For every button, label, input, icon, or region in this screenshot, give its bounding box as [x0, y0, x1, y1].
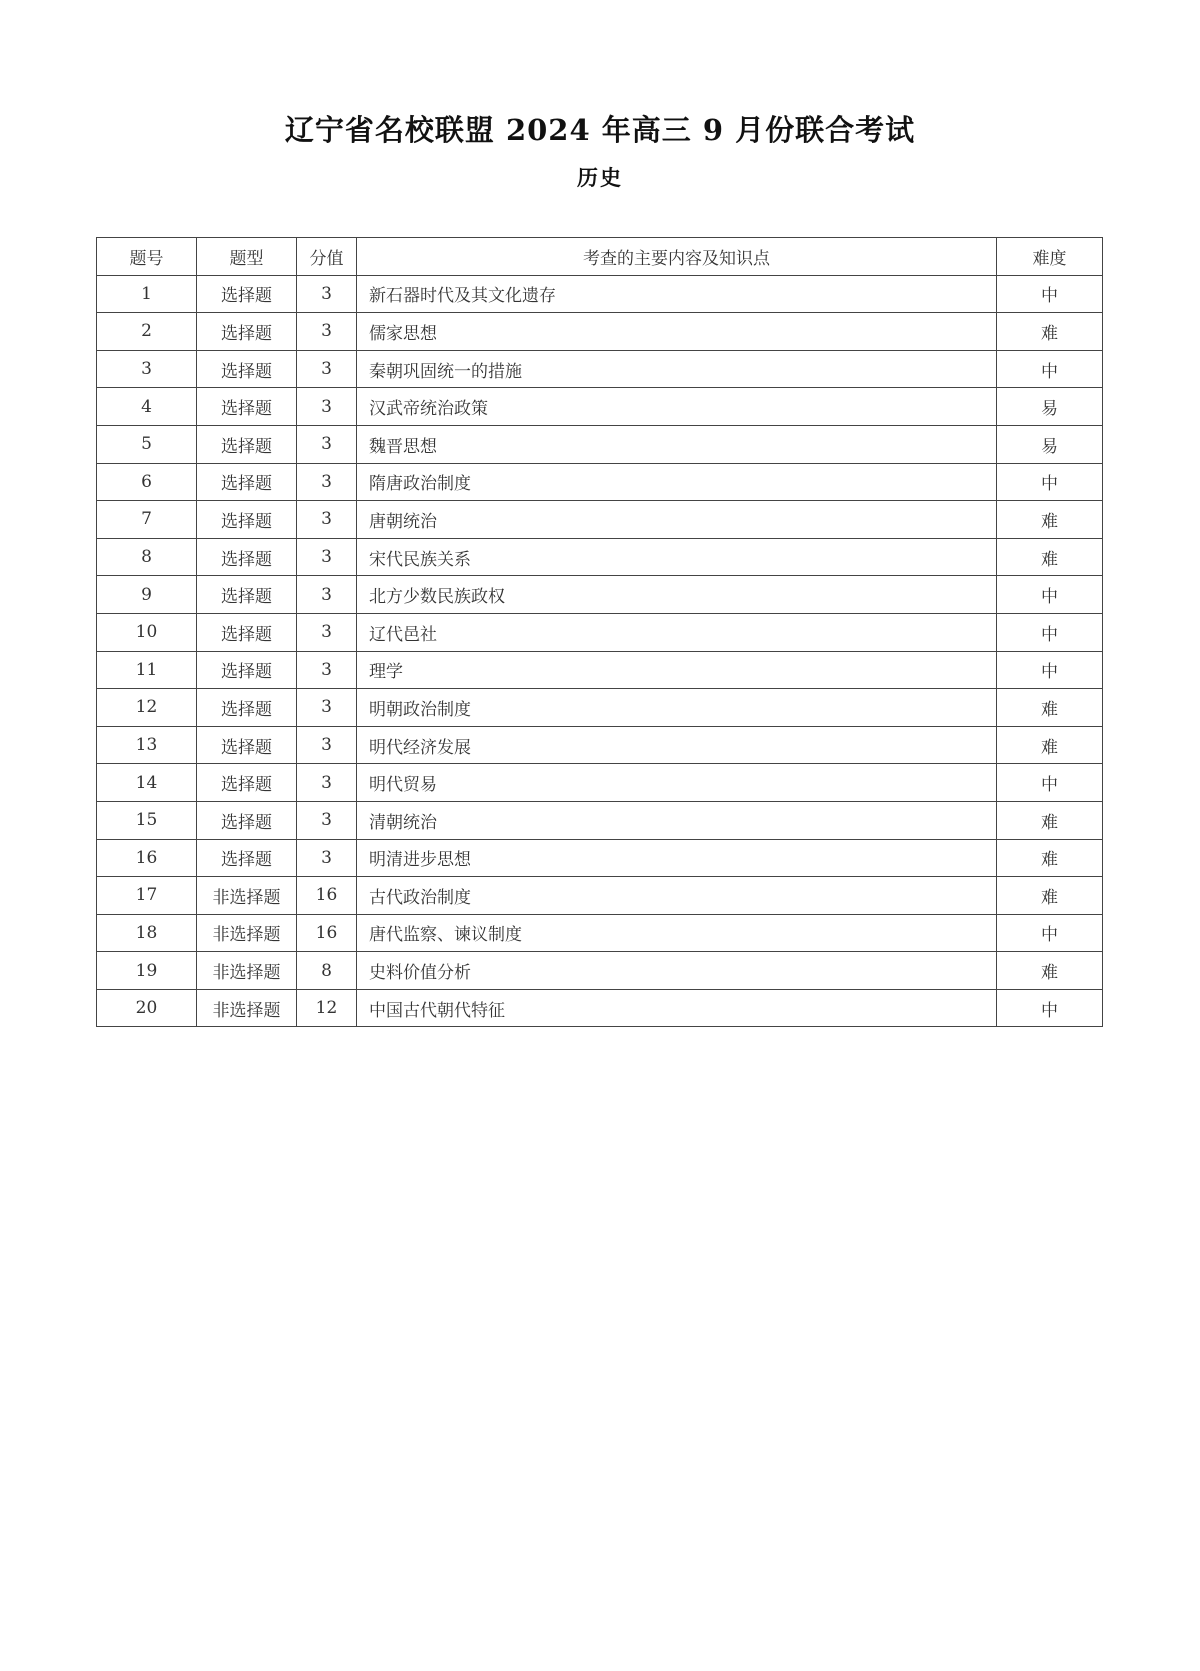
cell-type: 选择题	[197, 689, 297, 727]
cell-number: 20	[97, 989, 197, 1027]
cell-type: 选择题	[197, 313, 297, 351]
cell-number: 10	[97, 613, 197, 651]
cell-content: 明清进步思想	[357, 839, 997, 877]
cell-difficulty: 中	[997, 764, 1103, 802]
cell-type: 选择题	[197, 388, 297, 426]
cell-number: 18	[97, 914, 197, 952]
table-row	[97, 576, 1103, 614]
subject-title: 历史	[577, 166, 623, 190]
cell-number: 1	[97, 275, 197, 313]
cell-number: 19	[97, 952, 197, 990]
cell-score: 3	[297, 501, 357, 539]
cell-score: 16	[297, 877, 357, 915]
cell-difficulty: 难	[997, 313, 1103, 351]
table-row	[97, 425, 1103, 463]
page-title: 辽宁省名校联盟 2024 年高三 9 月份联合考试	[284, 113, 916, 147]
table-row	[97, 689, 1103, 727]
cell-content: 宋代民族关系	[357, 538, 997, 576]
cell-type: 选择题	[197, 801, 297, 839]
cell-number: 5	[97, 425, 197, 463]
cell-score: 3	[297, 538, 357, 576]
cell-number: 17	[97, 877, 197, 915]
cell-content: 唐代监察、谏议制度	[357, 914, 997, 952]
cell-difficulty: 易	[997, 388, 1103, 426]
cell-content: 明代经济发展	[357, 726, 997, 764]
cell-type: 非选择题	[197, 914, 297, 952]
table-row	[97, 801, 1103, 839]
table-row	[97, 989, 1103, 1027]
cell-difficulty: 难	[997, 952, 1103, 990]
table-row	[97, 313, 1103, 351]
cell-type: 选择题	[197, 764, 297, 802]
cell-score: 3	[297, 764, 357, 802]
cell-type: 选择题	[197, 350, 297, 388]
table-row	[97, 952, 1103, 990]
cell-number: 14	[97, 764, 197, 802]
cell-difficulty: 难	[997, 726, 1103, 764]
cell-difficulty: 难	[997, 538, 1103, 576]
cell-score: 8	[297, 952, 357, 990]
cell-type: 非选择题	[197, 952, 297, 990]
table-row	[97, 350, 1103, 388]
cell-content: 隋唐政治制度	[357, 463, 997, 501]
cell-score: 3	[297, 313, 357, 351]
cell-difficulty: 中	[997, 989, 1103, 1027]
cell-difficulty: 难	[997, 501, 1103, 539]
column-header-score: 分值	[297, 238, 357, 276]
cell-number: 11	[97, 651, 197, 689]
cell-score: 12	[297, 989, 357, 1027]
cell-number: 13	[97, 726, 197, 764]
cell-type: 非选择题	[197, 989, 297, 1027]
exam-spec-table	[96, 237, 1103, 1027]
cell-number: 15	[97, 801, 197, 839]
table-row	[97, 275, 1103, 313]
cell-difficulty: 难	[997, 689, 1103, 727]
cell-difficulty: 易	[997, 425, 1103, 463]
cell-score: 3	[297, 651, 357, 689]
cell-difficulty: 中	[997, 576, 1103, 614]
table-row	[97, 538, 1103, 576]
cell-content: 中国古代朝代特征	[357, 989, 997, 1027]
cell-type: 选择题	[197, 613, 297, 651]
column-header-content: 考查的主要内容及知识点	[357, 238, 997, 276]
cell-type: 选择题	[197, 275, 297, 313]
table-row	[97, 651, 1103, 689]
table-row	[97, 726, 1103, 764]
cell-difficulty: 中	[997, 914, 1103, 952]
cell-number: 7	[97, 501, 197, 539]
cell-content: 儒家思想	[357, 313, 997, 351]
cell-content: 唐朝统治	[357, 501, 997, 539]
table-header-row	[97, 238, 1103, 276]
cell-difficulty: 中	[997, 350, 1103, 388]
cell-type: 选择题	[197, 576, 297, 614]
cell-type: 选择题	[197, 463, 297, 501]
cell-content: 秦朝巩固统一的措施	[357, 350, 997, 388]
cell-score: 3	[297, 463, 357, 501]
cell-content: 辽代邑社	[357, 613, 997, 651]
cell-content: 史料价值分析	[357, 952, 997, 990]
cell-difficulty: 中	[997, 651, 1103, 689]
cell-difficulty: 难	[997, 801, 1103, 839]
cell-score: 3	[297, 350, 357, 388]
cell-number: 4	[97, 388, 197, 426]
cell-type: 选择题	[197, 726, 297, 764]
column-header-difficulty: 难度	[997, 238, 1103, 276]
cell-score: 3	[297, 425, 357, 463]
cell-difficulty: 难	[997, 839, 1103, 877]
cell-content: 汉武帝统治政策	[357, 388, 997, 426]
cell-type: 选择题	[197, 538, 297, 576]
cell-number: 2	[97, 313, 197, 351]
cell-number: 16	[97, 839, 197, 877]
table-row	[97, 877, 1103, 915]
cell-score: 3	[297, 275, 357, 313]
cell-number: 3	[97, 350, 197, 388]
cell-difficulty: 中	[997, 613, 1103, 651]
cell-number: 9	[97, 576, 197, 614]
cell-content: 北方少数民族政权	[357, 576, 997, 614]
cell-number: 12	[97, 689, 197, 727]
cell-score: 3	[297, 613, 357, 651]
table-row	[97, 501, 1103, 539]
cell-difficulty: 难	[997, 877, 1103, 915]
cell-score: 3	[297, 801, 357, 839]
table-row	[97, 914, 1103, 952]
cell-type: 选择题	[197, 501, 297, 539]
cell-type: 选择题	[197, 651, 297, 689]
table-row	[97, 613, 1103, 651]
table-body	[97, 275, 1103, 1027]
cell-number: 6	[97, 463, 197, 501]
cell-score: 3	[297, 726, 357, 764]
cell-number: 8	[97, 538, 197, 576]
table-row	[97, 388, 1103, 426]
cell-content: 魏晋思想	[357, 425, 997, 463]
cell-score: 3	[297, 689, 357, 727]
cell-content: 新石器时代及其文化遗存	[357, 275, 997, 313]
cell-score: 16	[297, 914, 357, 952]
cell-difficulty: 中	[997, 463, 1103, 501]
cell-type: 非选择题	[197, 877, 297, 915]
table-row	[97, 764, 1103, 802]
cell-difficulty: 中	[997, 275, 1103, 313]
cell-content: 明朝政治制度	[357, 689, 997, 727]
table-row	[97, 839, 1103, 877]
table-row	[97, 463, 1103, 501]
column-header-type: 题型	[197, 238, 297, 276]
cell-content: 古代政治制度	[357, 877, 997, 915]
cell-content: 清朝统治	[357, 801, 997, 839]
cell-score: 3	[297, 576, 357, 614]
cell-score: 3	[297, 388, 357, 426]
cell-score: 3	[297, 839, 357, 877]
column-header-number: 题号	[97, 238, 197, 276]
cell-type: 选择题	[197, 425, 297, 463]
cell-type: 选择题	[197, 839, 297, 877]
cell-content: 明代贸易	[357, 764, 997, 802]
cell-content: 理学	[357, 651, 997, 689]
